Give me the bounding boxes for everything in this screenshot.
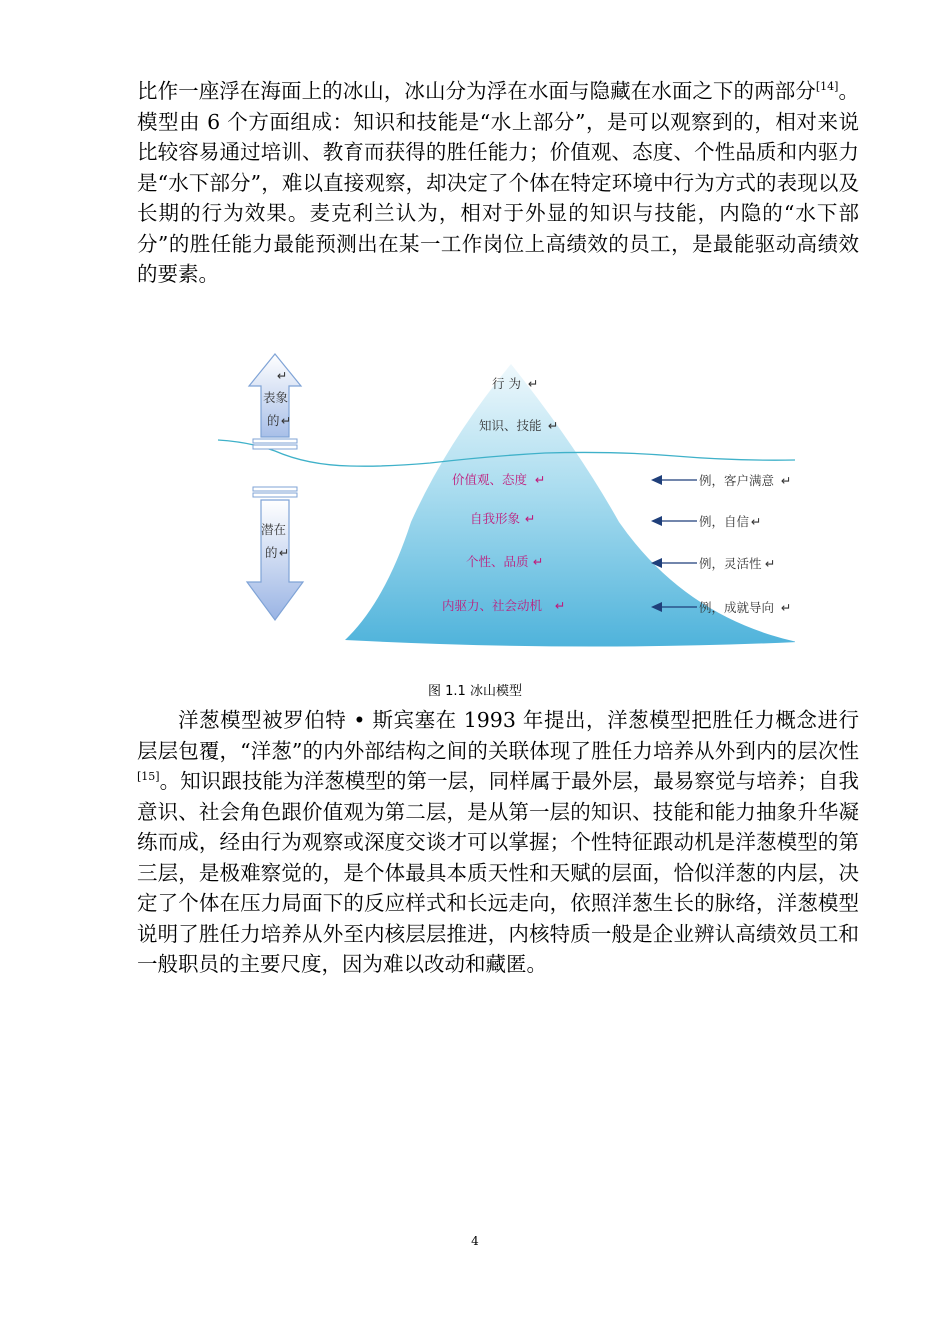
down-arrow-band-2 xyxy=(253,493,297,497)
down-arrow-shape xyxy=(247,500,303,620)
up-arrow-label-line2: 的 xyxy=(267,413,280,428)
below-water-item-motivation: 内驱力、社会动机 xyxy=(442,598,543,613)
example-arrow-3 xyxy=(651,558,697,568)
pilcrow-mark: ↵ xyxy=(765,556,776,571)
pilcrow-mark: ↵ xyxy=(533,554,544,569)
below-water-item-values: 价值观、态度 xyxy=(452,472,528,487)
down-arrow-label-line2: 的 xyxy=(265,545,278,560)
citation-15: [15] xyxy=(137,770,160,784)
iceberg-model-figure xyxy=(215,352,795,652)
below-water-item-self-image: 自我形象 xyxy=(470,511,521,526)
paragraph-onion-model xyxy=(137,705,859,980)
down-arrow-label-line1: 潜在 xyxy=(261,522,287,537)
pilcrow-mark: ↵ xyxy=(555,598,566,613)
paragraph-iceberg-intro xyxy=(137,76,859,290)
pilcrow-mark: ↵ xyxy=(781,473,792,488)
example-achievement-orientation: 例，成就导向 xyxy=(699,600,775,615)
example-arrow-1 xyxy=(651,475,697,485)
paragraph1-text-b: 。模型由 6 个方面组成：知识和技能是“水上部分”，是可以观察到的，相对来说比较容易通过培训、教育而获得的胜任能力；价值观、态度、个性品质和内驱力是“水下部分”，难以直接观察，却决定了个体在特定环境中行为方式的表现以及长期的行为效果。麦克利兰认为，相对于外显的知识与技能，内隐的“水下部分”的胜任能力最能预测出在某一工作岗位上高绩效的员工，是最能驱动高绩效的要素。 xyxy=(137,79,860,286)
pilcrow-mark: ↵ xyxy=(535,472,546,487)
page-number: 4 xyxy=(471,1234,479,1248)
pilcrow-mark: ↵ xyxy=(528,376,539,391)
paragraph2-text-a: 洋葱模型被罗伯特 • 斯宾塞在 1993 年提出，洋葱模型把胜任力概念进行层层包覆，“洋葱”的内外部结构之间的关联体现了胜任力培养从外到内的层次性 xyxy=(137,708,859,763)
pilcrow-mark: ↵ xyxy=(281,413,292,428)
up-arrow-band-1 xyxy=(253,439,297,443)
example-self-confidence: 例，自信 xyxy=(699,514,750,529)
figure-caption: 图 1.1 冰山模型 xyxy=(428,684,522,699)
above-water-item-knowledge-skills: 知识、技能 xyxy=(479,418,542,433)
pilcrow-mark: ↵ xyxy=(548,418,559,433)
up-arrow-band-2 xyxy=(253,445,297,449)
paragraph2-text-b: 。知识跟技能为洋葱模型的第一层，同样属于最外层，最易察觉与培养；自我意识、社会角色跟价值观为第二层，是从第一层的知识、技能和能力抽象升华凝练而成，经由行为观察或深度交谈才可以掌握；个性特征跟动机是洋葱模型的第三层，是极难察觉的，是个体最具本质天性和天赋的层面，恰似洋葱的内层，决定了个体在压力局面下的反应样式和长远走向，依照洋葱生长的脉络，洋葱模型说明了胜任力培养从外至内核层层推进，内核特质一般是企业辨认高绩效员工和一般职员的主要尺度，因为难以改动和藏匿。 xyxy=(137,769,859,976)
below-water-item-personality: 个性、品质 xyxy=(466,554,529,569)
example-flexibility: 例，灵活性 xyxy=(699,556,762,571)
example-customer-satisfaction: 例，客户满意 xyxy=(699,473,775,488)
above-water-item-behavior: 行 为 xyxy=(492,376,521,391)
pilcrow-mark: ↵ xyxy=(751,514,762,529)
paragraph1-text-a: 比作一座浮在海面上的冰山，冰山分为浮在水面与隐藏在水面之下的两部分 xyxy=(137,79,816,103)
citation-14: [14] xyxy=(815,80,839,94)
example-arrow-2 xyxy=(651,516,697,526)
down-arrow-band-1 xyxy=(253,487,297,491)
up-arrow-label-line1: 表象 xyxy=(263,390,289,405)
pilcrow-mark: ↵ xyxy=(525,511,536,526)
pilcrow-mark: ↵ xyxy=(781,600,792,615)
pilcrow-mark: ↵ xyxy=(279,545,290,560)
pilcrow-mark: ↵ xyxy=(277,368,288,383)
